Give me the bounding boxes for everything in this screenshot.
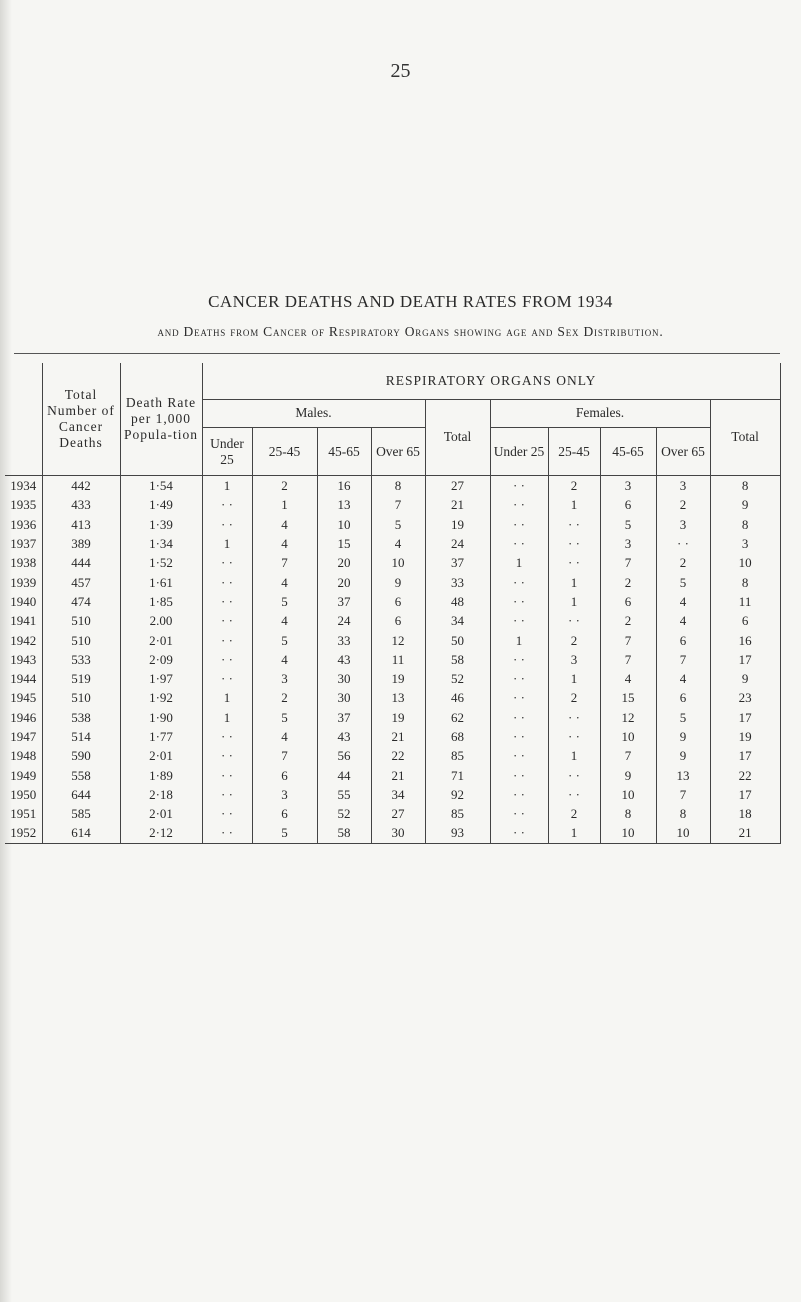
cell-total-deaths: 389 xyxy=(42,534,120,553)
cell-year: 1945 xyxy=(10,690,37,706)
cell-f-45-65: 15 xyxy=(600,688,656,707)
page-title: CANCER DEATHS AND DEATH RATES FROM 1934 xyxy=(208,292,613,311)
table-row xyxy=(5,611,780,630)
cell-m-under25: · · xyxy=(202,765,252,784)
cell-f-25-45: · · xyxy=(548,611,600,630)
cell-m-total: 92 xyxy=(425,785,490,804)
cell-death-rate: 1·49 xyxy=(120,495,202,514)
cell-total-deaths: 510 xyxy=(42,688,120,707)
cell-f-under25: · · xyxy=(490,708,548,727)
cell-f-total: 8 xyxy=(710,476,780,496)
cell-m-under25: · · xyxy=(202,592,252,611)
cell-m-over65: 11 xyxy=(371,650,425,669)
cell-m-45-65: 37 xyxy=(317,592,371,611)
cell-f-total: 3 xyxy=(710,534,780,553)
cell-m-total: 33 xyxy=(425,572,490,591)
cell-f-total: 17 xyxy=(710,785,780,804)
cell-f-45-65: 7 xyxy=(600,746,656,765)
cell-f-over65: 5 xyxy=(656,572,710,591)
top-rule xyxy=(14,353,780,354)
cell-m-45-65: 10 xyxy=(317,515,371,534)
cell-f-over65: 5 xyxy=(656,708,710,727)
cell-m-total: 58 xyxy=(425,650,490,669)
cell-m-under25: · · xyxy=(202,804,252,823)
cell-f-over65: 10 xyxy=(656,823,710,843)
cell-m-total: 68 xyxy=(425,727,490,746)
cell-m-under25: 1 xyxy=(202,534,252,553)
cell-f-25-45: · · xyxy=(548,727,600,746)
page-number: 25 xyxy=(390,60,411,82)
cell-f-total: 11 xyxy=(710,592,780,611)
cell-death-rate: 1·39 xyxy=(120,515,202,534)
cell-m-under25: · · xyxy=(202,746,252,765)
cell-f-total: 19 xyxy=(710,727,780,746)
cell-m-total: 46 xyxy=(425,688,490,707)
cell-f-25-45: · · xyxy=(548,785,600,804)
cell-f-25-45: · · xyxy=(548,553,600,572)
cell-f-over65: 7 xyxy=(656,785,710,804)
cell-m-45-65: 30 xyxy=(317,688,371,707)
cell-m-45-65: 15 xyxy=(317,534,371,553)
header-males-25-45: 25-45 xyxy=(252,428,317,476)
cell-f-45-65: 2 xyxy=(600,611,656,630)
table-row xyxy=(5,804,780,823)
cell-f-45-65: 3 xyxy=(600,534,656,553)
year-header-blank xyxy=(5,363,42,476)
cell-m-under25: · · xyxy=(202,630,252,649)
cell-m-under25: 1 xyxy=(202,688,252,707)
cell-m-over65: 34 xyxy=(371,785,425,804)
cell-f-over65: 6 xyxy=(656,688,710,707)
cell-total-deaths: 510 xyxy=(42,630,120,649)
cell-m-45-65: 16 xyxy=(317,476,371,496)
cell-m-total: 93 xyxy=(425,823,490,843)
cell-f-over65: 9 xyxy=(656,746,710,765)
cell-f-over65: 4 xyxy=(656,669,710,688)
cell-f-25-45: 2 xyxy=(548,804,600,823)
cell-m-25-45: 4 xyxy=(252,515,317,534)
cell-m-45-65: 13 xyxy=(317,495,371,514)
cell-m-25-45: 2 xyxy=(252,688,317,707)
cell-f-45-65: 6 xyxy=(600,495,656,514)
cancer-deaths-table xyxy=(5,363,781,844)
cell-f-over65: 13 xyxy=(656,765,710,784)
header-males-total: Total xyxy=(425,399,490,476)
header-total-cancer-deaths: Total Number of Cancer Deaths xyxy=(42,363,120,476)
table-row xyxy=(5,476,780,496)
cell-m-over65: 12 xyxy=(371,630,425,649)
cell-death-rate: 2·12 xyxy=(120,823,202,843)
cell-total-deaths: 533 xyxy=(42,650,120,669)
cell-m-25-45: 5 xyxy=(252,708,317,727)
cell-f-45-65: 5 xyxy=(600,515,656,534)
cell-f-25-45: · · xyxy=(548,515,600,534)
cell-m-45-65: 55 xyxy=(317,785,371,804)
cell-f-25-45: 2 xyxy=(548,688,600,707)
cell-m-total: 27 xyxy=(425,476,490,496)
table-row xyxy=(5,746,780,765)
cell-year: 1937 xyxy=(10,536,37,552)
cell-m-total: 37 xyxy=(425,553,490,572)
cell-m-25-45: 7 xyxy=(252,746,317,765)
cell-death-rate: 2·09 xyxy=(120,650,202,669)
cell-m-45-65: 43 xyxy=(317,727,371,746)
cell-death-rate: 1·34 xyxy=(120,534,202,553)
cell-death-rate: 1·52 xyxy=(120,553,202,572)
cell-m-under25: 1 xyxy=(202,476,252,496)
cell-f-under25: · · xyxy=(490,534,548,553)
header-females: Females. xyxy=(490,399,710,428)
page-subtitle: and Deaths from Cancer of Respiratory Organs showing age and Sex Distribution. xyxy=(157,324,664,339)
cell-f-45-65: 7 xyxy=(600,630,656,649)
cell-f-45-65: 3 xyxy=(600,476,656,496)
cell-f-45-65: 10 xyxy=(600,785,656,804)
cell-f-total: 17 xyxy=(710,746,780,765)
cell-f-25-45: · · xyxy=(548,534,600,553)
cell-total-deaths: 558 xyxy=(42,765,120,784)
cell-f-45-65: 4 xyxy=(600,669,656,688)
cell-f-over65: · · xyxy=(656,534,710,553)
cell-m-25-45: 7 xyxy=(252,553,317,572)
cell-m-25-45: 4 xyxy=(252,572,317,591)
cell-m-45-65: 33 xyxy=(317,630,371,649)
cell-m-25-45: 6 xyxy=(252,765,317,784)
cell-year: 1941 xyxy=(10,613,37,629)
cell-m-total: 85 xyxy=(425,746,490,765)
cell-m-25-45: 3 xyxy=(252,669,317,688)
cell-m-45-65: 37 xyxy=(317,708,371,727)
cell-m-over65: 6 xyxy=(371,611,425,630)
cell-m-25-45: 1 xyxy=(252,495,317,514)
cell-m-over65: 21 xyxy=(371,727,425,746)
cell-f-under25: · · xyxy=(490,476,548,496)
cell-death-rate: 1·90 xyxy=(120,708,202,727)
cell-m-over65: 6 xyxy=(371,592,425,611)
header-death-rate: Death Rate per 1,000 Popula-tion xyxy=(120,363,202,476)
cell-f-total: 8 xyxy=(710,572,780,591)
cell-m-over65: 5 xyxy=(371,515,425,534)
cell-m-total: 50 xyxy=(425,630,490,649)
cell-total-deaths: 413 xyxy=(42,515,120,534)
cell-f-total: 10 xyxy=(710,553,780,572)
table-row xyxy=(5,823,780,843)
cell-f-under25: · · xyxy=(490,785,548,804)
header-males-45-65: 45-65 xyxy=(317,428,371,476)
cell-f-45-65: 10 xyxy=(600,727,656,746)
cell-f-over65: 2 xyxy=(656,553,710,572)
cell-death-rate: 1·85 xyxy=(120,592,202,611)
cell-f-25-45: 1 xyxy=(548,592,600,611)
cell-f-25-45: · · xyxy=(548,765,600,784)
cell-total-deaths: 510 xyxy=(42,611,120,630)
table-row xyxy=(5,765,780,784)
cell-total-deaths: 519 xyxy=(42,669,120,688)
cell-m-under25: · · xyxy=(202,611,252,630)
header-females-25-45: 25-45 xyxy=(548,428,600,476)
cell-f-25-45: · · xyxy=(548,708,600,727)
cell-f-under25: · · xyxy=(490,823,548,843)
header-females-total: Total xyxy=(710,399,780,476)
cell-m-over65: 7 xyxy=(371,495,425,514)
cell-m-45-65: 24 xyxy=(317,611,371,630)
cell-f-total: 18 xyxy=(710,804,780,823)
cell-f-total: 9 xyxy=(710,495,780,514)
cell-f-25-45: 1 xyxy=(548,495,600,514)
cell-m-25-45: 5 xyxy=(252,630,317,649)
cell-m-total: 52 xyxy=(425,669,490,688)
cell-f-25-45: 2 xyxy=(548,476,600,496)
cell-m-25-45: 4 xyxy=(252,611,317,630)
table-row xyxy=(5,534,780,553)
cell-f-over65: 3 xyxy=(656,476,710,496)
cell-f-over65: 9 xyxy=(656,727,710,746)
cell-death-rate: 1·92 xyxy=(120,688,202,707)
cell-f-total: 8 xyxy=(710,515,780,534)
cell-total-deaths: 538 xyxy=(42,708,120,727)
cell-m-under25: · · xyxy=(202,650,252,669)
cell-m-total: 24 xyxy=(425,534,490,553)
cell-m-under25: · · xyxy=(202,495,252,514)
cell-m-under25: · · xyxy=(202,553,252,572)
cell-f-under25: · · xyxy=(490,688,548,707)
cell-f-under25: · · xyxy=(490,804,548,823)
cell-total-deaths: 457 xyxy=(42,572,120,591)
cell-year: 1951 xyxy=(10,806,37,822)
table-body xyxy=(5,476,780,844)
cell-m-over65: 21 xyxy=(371,765,425,784)
cell-m-over65: 8 xyxy=(371,476,425,496)
cell-f-45-65: 9 xyxy=(600,765,656,784)
cell-f-under25: · · xyxy=(490,746,548,765)
cell-year: 1952 xyxy=(5,823,42,843)
cell-death-rate: 2.00 xyxy=(120,611,202,630)
table-row xyxy=(5,592,780,611)
cell-f-25-45: 1 xyxy=(548,823,600,843)
cell-m-25-45: 6 xyxy=(252,804,317,823)
cell-f-45-65: 2 xyxy=(600,572,656,591)
cell-total-deaths: 614 xyxy=(42,823,120,843)
cell-m-total: 34 xyxy=(425,611,490,630)
cell-year: 1934 xyxy=(10,478,37,494)
cell-m-45-65: 52 xyxy=(317,804,371,823)
cell-f-under25: · · xyxy=(490,765,548,784)
cell-year: 1940 xyxy=(10,593,37,609)
cell-f-under25: · · xyxy=(490,515,548,534)
cell-year: 1950 xyxy=(10,786,37,802)
cell-m-25-45: 4 xyxy=(252,650,317,669)
cell-f-over65: 6 xyxy=(656,630,710,649)
header-males: Males. xyxy=(202,399,425,428)
cell-m-45-65: 58 xyxy=(317,823,371,843)
cell-m-over65: 13 xyxy=(371,688,425,707)
cell-year: 1938 xyxy=(10,555,37,571)
cell-f-45-65: 10 xyxy=(600,823,656,843)
cell-m-over65: 4 xyxy=(371,534,425,553)
cell-m-total: 48 xyxy=(425,592,490,611)
cell-m-total: 62 xyxy=(425,708,490,727)
cell-f-45-65: 8 xyxy=(600,804,656,823)
cell-f-total: 17 xyxy=(710,708,780,727)
cell-f-45-65: 12 xyxy=(600,708,656,727)
cell-m-25-45: 2 xyxy=(252,476,317,496)
header-females-over65: Over 65 xyxy=(656,428,710,476)
cell-f-under25: · · xyxy=(490,727,548,746)
table-row xyxy=(5,708,780,727)
cell-m-total: 71 xyxy=(425,765,490,784)
cell-f-under25: · · xyxy=(490,669,548,688)
cell-death-rate: 2·18 xyxy=(120,785,202,804)
cell-m-under25: 1 xyxy=(202,708,252,727)
cell-total-deaths: 474 xyxy=(42,592,120,611)
cell-f-total: 23 xyxy=(710,688,780,707)
table-row xyxy=(5,495,780,514)
cell-f-25-45: 1 xyxy=(548,572,600,591)
cell-m-under25: · · xyxy=(202,572,252,591)
cell-f-total: 22 xyxy=(710,765,780,784)
cell-f-45-65: 7 xyxy=(600,553,656,572)
cell-year: 1949 xyxy=(10,767,37,783)
cell-f-under25: · · xyxy=(490,611,548,630)
table-row xyxy=(5,688,780,707)
cell-m-over65: 19 xyxy=(371,708,425,727)
cell-m-under25: · · xyxy=(202,823,252,843)
cell-total-deaths: 444 xyxy=(42,553,120,572)
cell-death-rate: 1·61 xyxy=(120,572,202,591)
cell-f-under25: · · xyxy=(490,572,548,591)
cell-total-deaths: 590 xyxy=(42,746,120,765)
cell-m-total: 85 xyxy=(425,804,490,823)
cell-year: 1946 xyxy=(10,709,37,725)
cell-total-deaths: 585 xyxy=(42,804,120,823)
table-row xyxy=(5,727,780,746)
cell-year: 1942 xyxy=(10,632,37,648)
cell-year: 1944 xyxy=(10,671,37,687)
cell-f-25-45: 1 xyxy=(548,669,600,688)
cell-year: 1943 xyxy=(10,651,37,667)
cell-m-45-65: 20 xyxy=(317,553,371,572)
cell-m-45-65: 43 xyxy=(317,650,371,669)
cell-f-over65: 8 xyxy=(656,804,710,823)
cell-m-over65: 30 xyxy=(371,823,425,843)
cell-f-25-45: 1 xyxy=(548,746,600,765)
header-males-under25: Under 25 xyxy=(202,428,252,476)
cell-f-45-65: 7 xyxy=(600,650,656,669)
cell-f-over65: 2 xyxy=(656,495,710,514)
cell-m-over65: 9 xyxy=(371,572,425,591)
table-row xyxy=(5,515,780,534)
cell-m-45-65: 44 xyxy=(317,765,371,784)
header-males-over65: Over 65 xyxy=(371,428,425,476)
cell-f-over65: 4 xyxy=(656,611,710,630)
cell-total-deaths: 644 xyxy=(42,785,120,804)
cell-f-over65: 3 xyxy=(656,515,710,534)
cell-total-deaths: 433 xyxy=(42,495,120,514)
cell-death-rate: 1·89 xyxy=(120,765,202,784)
table-row xyxy=(5,785,780,804)
cell-m-45-65: 56 xyxy=(317,746,371,765)
cell-m-under25: · · xyxy=(202,785,252,804)
cell-f-under25: 1 xyxy=(490,630,548,649)
cell-f-total: 21 xyxy=(710,823,780,843)
cell-m-under25: · · xyxy=(202,727,252,746)
table-row xyxy=(5,630,780,649)
cell-f-under25: · · xyxy=(490,592,548,611)
cell-year: 1939 xyxy=(10,574,37,590)
cell-m-total: 19 xyxy=(425,515,490,534)
cell-death-rate: 1·97 xyxy=(120,669,202,688)
cell-m-total: 21 xyxy=(425,495,490,514)
cell-f-under25: · · xyxy=(490,650,548,669)
cell-death-rate: 1·77 xyxy=(120,727,202,746)
cell-m-45-65: 30 xyxy=(317,669,371,688)
cell-total-deaths: 442 xyxy=(42,476,120,496)
cell-year: 1947 xyxy=(10,729,37,744)
cell-m-over65: 27 xyxy=(371,804,425,823)
table-row xyxy=(5,553,780,572)
cell-f-total: 9 xyxy=(710,669,780,688)
cell-year: 1936 xyxy=(10,516,37,532)
table-row xyxy=(5,669,780,688)
header-respiratory-organs: RESPIRATORY ORGANS ONLY xyxy=(202,363,780,399)
cell-total-deaths: 514 xyxy=(42,727,120,746)
cell-m-over65: 10 xyxy=(371,553,425,572)
table-row xyxy=(5,572,780,591)
cell-m-25-45: 5 xyxy=(252,823,317,843)
cell-death-rate: 2·01 xyxy=(120,804,202,823)
cell-death-rate: 2·01 xyxy=(120,746,202,765)
cell-m-25-45: 3 xyxy=(252,785,317,804)
cell-f-total: 6 xyxy=(710,611,780,630)
cell-f-total: 16 xyxy=(710,630,780,649)
cell-m-over65: 22 xyxy=(371,746,425,765)
cell-f-over65: 7 xyxy=(656,650,710,669)
cell-m-25-45: 4 xyxy=(252,727,317,746)
cell-year: 1935 xyxy=(10,497,37,513)
cell-f-under25: · · xyxy=(490,495,548,514)
header-females-under25: Under 25 xyxy=(490,428,548,476)
header-females-45-65: 45-65 xyxy=(600,428,656,476)
cell-f-over65: 4 xyxy=(656,592,710,611)
cell-m-under25: · · xyxy=(202,669,252,688)
cell-m-over65: 19 xyxy=(371,669,425,688)
cell-f-under25: 1 xyxy=(490,553,548,572)
cell-f-45-65: 6 xyxy=(600,592,656,611)
table-row xyxy=(5,650,780,669)
cell-f-25-45: 2 xyxy=(548,630,600,649)
cell-death-rate: 1·54 xyxy=(120,476,202,496)
cell-m-45-65: 20 xyxy=(317,572,371,591)
cell-m-25-45: 4 xyxy=(252,534,317,553)
cell-m-under25: · · xyxy=(202,515,252,534)
cell-f-25-45: 3 xyxy=(548,650,600,669)
cell-f-total: 17 xyxy=(710,650,780,669)
cell-m-25-45: 5 xyxy=(252,592,317,611)
cell-death-rate: 2·01 xyxy=(120,630,202,649)
cell-year: 1948 xyxy=(10,748,37,764)
